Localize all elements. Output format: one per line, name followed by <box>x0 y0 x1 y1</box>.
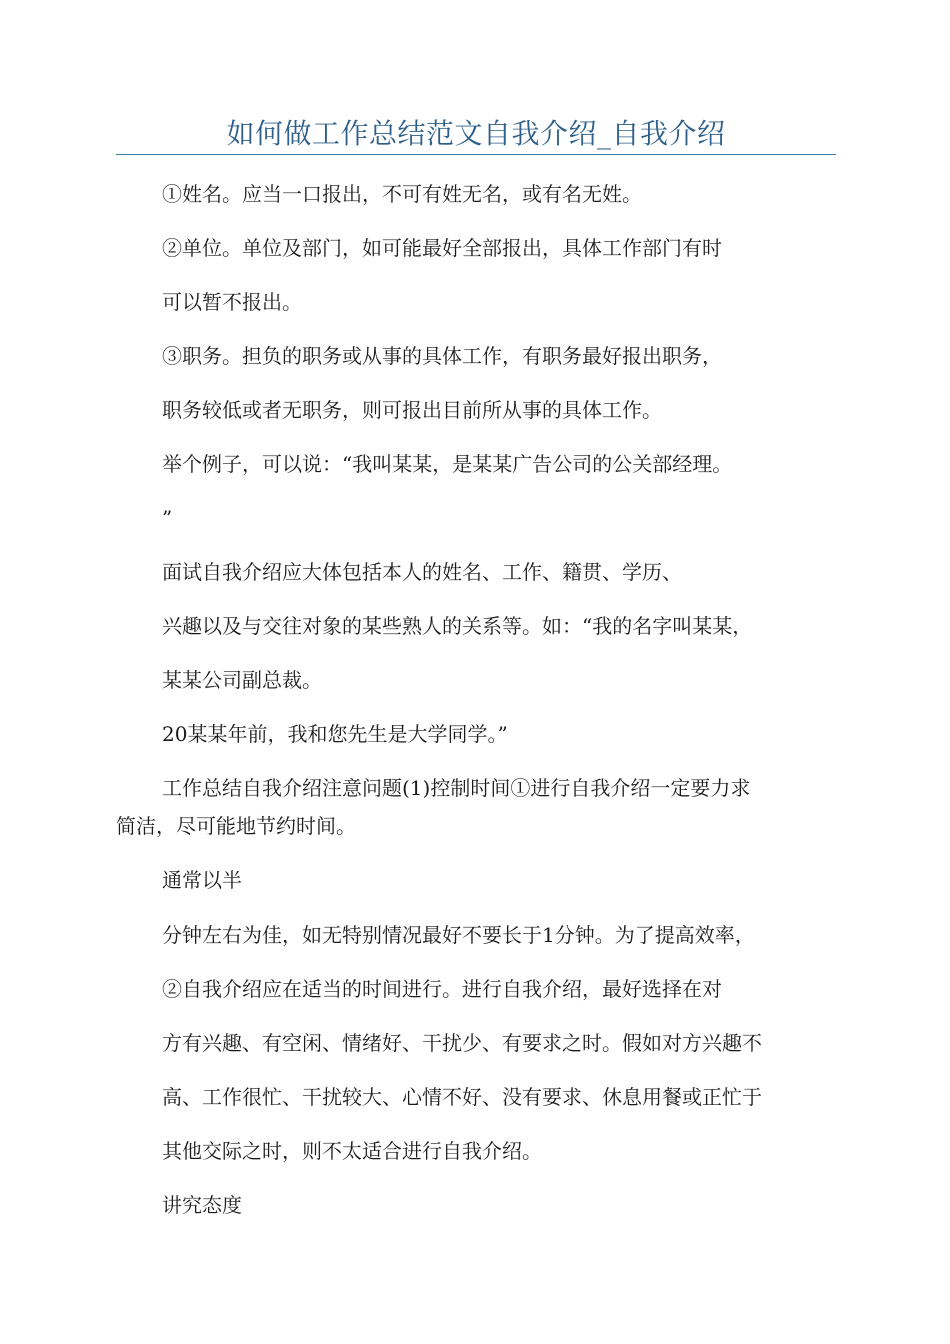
title-underline <box>116 154 836 155</box>
body-line: 简洁，尽可能地节约时间。 <box>116 814 356 838</box>
body-line: 举个例子，可以说：“我叫某某，是某某广告公司的公关部经理。 <box>162 452 733 476</box>
body-line: 20某某年前，我和您先生是大学同学。” <box>162 722 508 746</box>
body-line: 兴趣以及与交往对象的某些熟人的关系等。如：“我的名字叫某某， <box>162 614 753 638</box>
body-line: 高、工作很忙、干扰较大、心情不好、没有要求、休息用餐或正忙于 <box>162 1085 762 1109</box>
body-line: ②单位。单位及部门，如可能最好全部报出，具体工作部门有时 <box>162 236 722 260</box>
body-line: 可以暂不报出。 <box>162 290 302 314</box>
body-line: 通常以半 <box>162 868 242 892</box>
body-line: 职务较低或者无职务，则可报出目前所从事的具体工作。 <box>162 398 662 422</box>
body-line: ” <box>162 506 173 530</box>
body-line: 讲究态度 <box>162 1193 242 1217</box>
body-line: 某某公司副总裁。 <box>162 668 322 692</box>
body-line: ②自我介绍应在适当的时间进行。进行自我介绍，最好选择在对 <box>162 977 722 1001</box>
body-line: ①姓名。应当一口报出，不可有姓无名，或有名无姓。 <box>162 182 642 206</box>
body-line: 工作总结自我介绍注意问题(1)控制时间①进行自我介绍一定要力求 <box>162 776 751 800</box>
body-line: 其他交际之时，则不太适合进行自我介绍。 <box>162 1139 542 1163</box>
body-line: 面试自我介绍应大体包括本人的姓名、工作、籍贯、学历、 <box>162 560 682 584</box>
body-line: 分钟左右为佳，如无特别情况最好不要长于1分钟。为了提高效率， <box>162 923 755 947</box>
body-line: 方有兴趣、有空闲、情绪好、干扰少、有要求之时。假如对方兴趣不 <box>162 1031 762 1055</box>
document-title: 如何做工作总结范文自我介绍_自我介绍 <box>226 117 726 150</box>
body-line: ③职务。担负的职务或从事的具体工作，有职务最好报出职务， <box>162 344 722 368</box>
